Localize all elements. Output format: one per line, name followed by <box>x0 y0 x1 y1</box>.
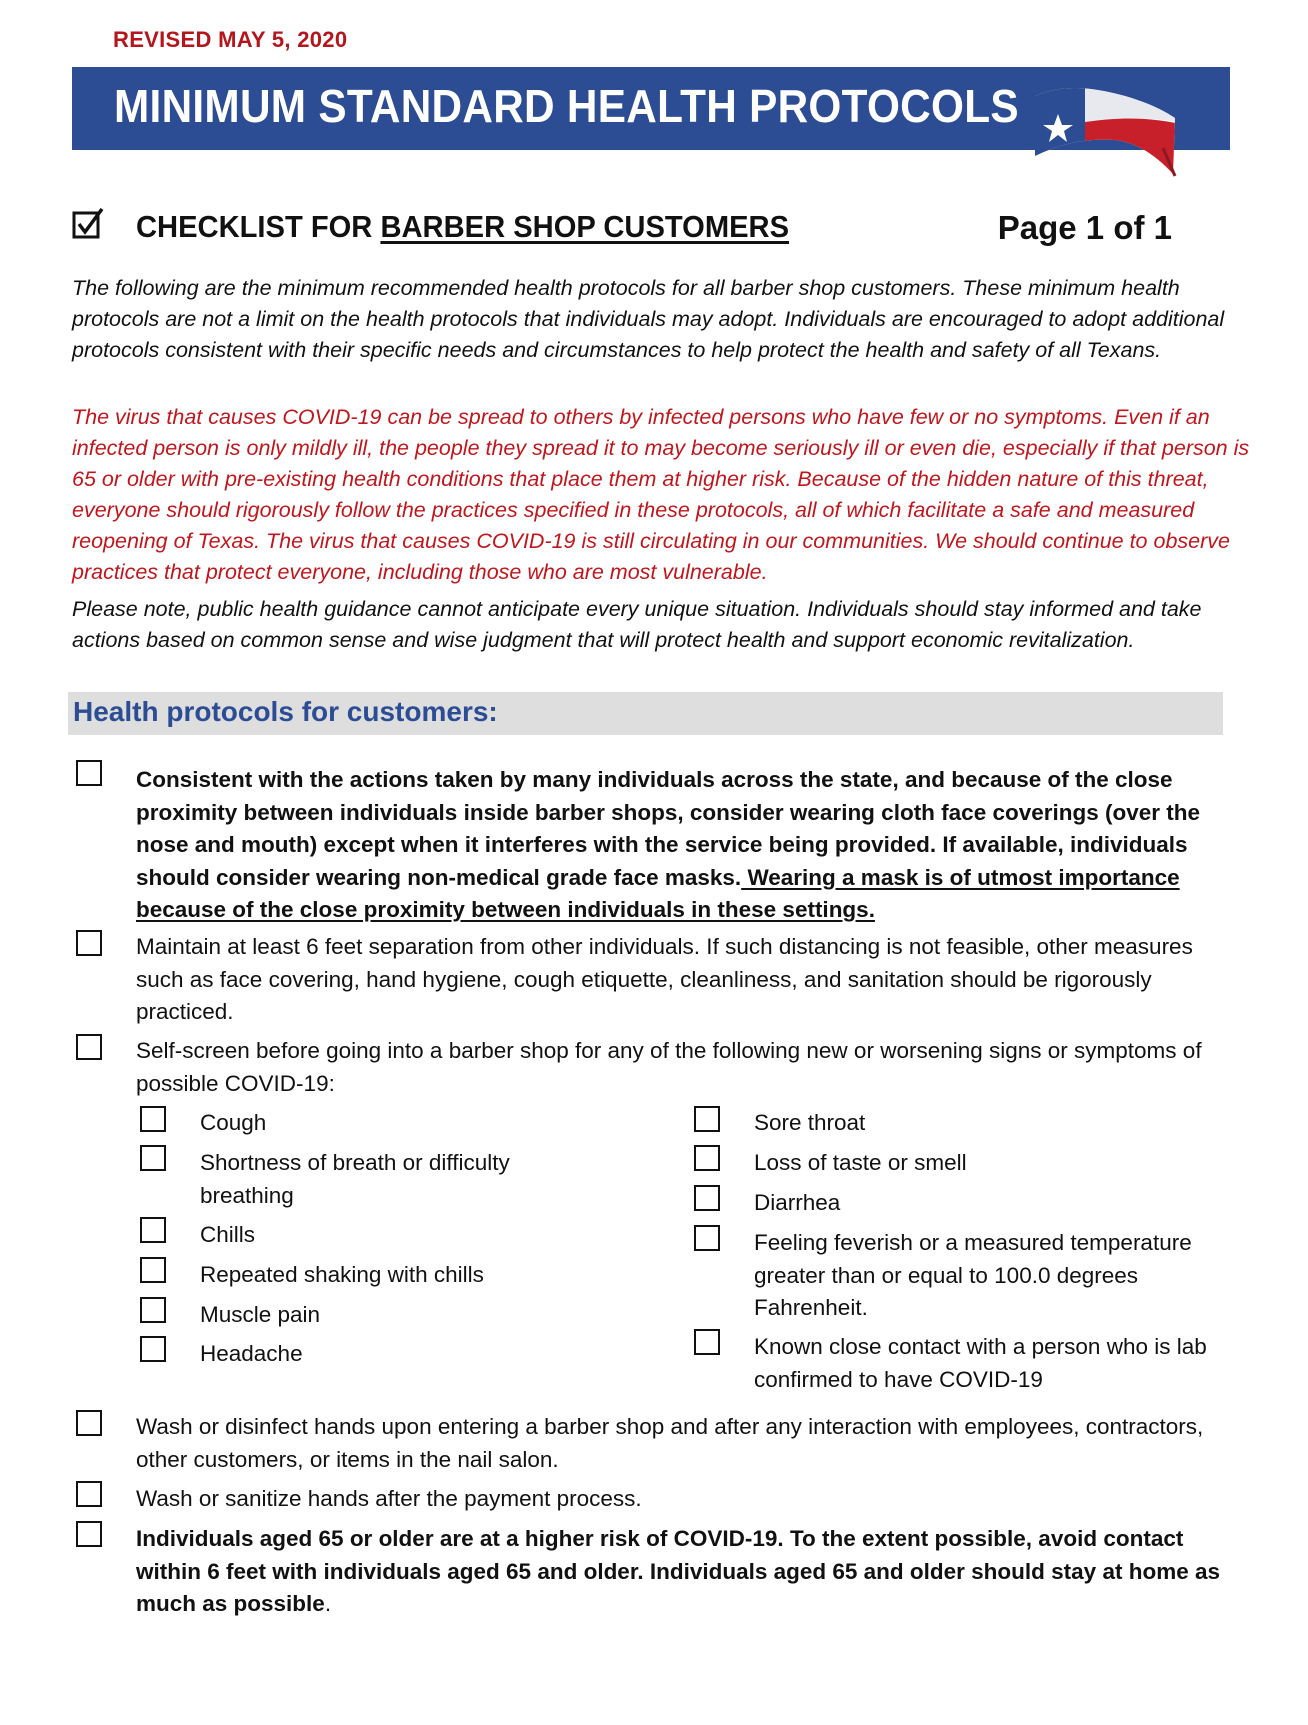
high-risk-text: Individuals aged 65 or older are at a higher risk of COVID-19. To the extent possible, avoid contact within 6 feet with individuals aged 65 and older. Individuals aged 65 and older should stay at home as much as possible <box>136 1526 1220 1616</box>
symptom-muscle-pain: Muscle pain <box>200 1302 321 1327</box>
symptom-headache: Headache <box>200 1341 303 1366</box>
symptom-checkbox[interactable] <box>140 1257 166 1283</box>
revised-date: REVISED MAY 5, 2020 <box>113 27 348 52</box>
symptom-shaking: Repeated shaking with chills <box>200 1262 484 1287</box>
item-checkbox[interactable] <box>76 1034 102 1060</box>
symptom-diarrhea: Diarrhea <box>754 1190 841 1215</box>
symptom-checkbox[interactable] <box>140 1297 166 1323</box>
page-number: Page 1 of 1 <box>997 209 1172 246</box>
protocol-item-distancing: Maintain at least 6 feet separation from other individuals. If such distancing is not feasible, other measures such as face covering, hand hygiene, cough etiquette, cleanliness, and sanitation should be rigorously practiced. <box>136 934 1193 1024</box>
item-checkbox[interactable] <box>76 760 102 786</box>
note-paragraph: Please note, public health guidance cannot anticipate every unique situation. Individuals should stay informed and take actions based on common sense and wise judgment that will protect health and support economic revitalization. <box>72 597 1202 652</box>
symptom-checkbox[interactable] <box>694 1106 720 1132</box>
symptom-checkbox[interactable] <box>694 1329 720 1355</box>
symptom-checkbox[interactable] <box>694 1185 720 1211</box>
symptom-checkbox[interactable] <box>694 1145 720 1171</box>
texas-flag-icon <box>1025 78 1185 180</box>
protocol-item-wash-hands: Wash or disinfect hands upon entering a barber shop and after any interaction with employees, contractors, other customers, or items in the nail salon. <box>136 1414 1204 1472</box>
banner-title: MINIMUM STANDARD HEALTH PROTOCOLS <box>114 80 1019 132</box>
high-risk-period: . <box>324 1591 332 1616</box>
item-checkbox[interactable] <box>76 1521 102 1547</box>
symptom-close-contact: Known close contact with a person who is lab confirmed to have COVID-19 <box>754 1334 1207 1392</box>
item-checkbox[interactable] <box>76 930 102 956</box>
symptom-checkbox[interactable] <box>140 1106 166 1132</box>
symptom-shortness-of-breath: Shortness of breath or difficulty breathing <box>200 1150 510 1208</box>
item-checkbox[interactable] <box>76 1410 102 1436</box>
symptom-sore-throat: Sore throat <box>754 1110 866 1135</box>
section-header <box>68 692 1223 735</box>
warning-paragraph: The virus that causes COVID-19 can be spread to others by infected persons who have few or no symptoms. Even if an infected person is only mildly ill, the people they spread it to may become seriously ill or even die, especially if that person is 65 or older with pre-existing health conditions that place them at higher risk. Because of the hidden nature of this threat, everyone should rigorously follow the practices specified in these protocols, all of which facilitate a safe and measured reopening of Texas. The virus that causes COVID-19 is still circulating in our communities. We should continue to observe practices that protect everyone, including those who are most vulnerable. <box>72 405 1250 584</box>
checked-box-icon <box>72 207 106 241</box>
emphasis-text: Wearing a mask is of utmost importance because of the close proximity between individuals in these settings. <box>136 864 1180 922</box>
intro-paragraph: The following are the minimum recommended health protocols for all barber shop customers. These minimum health protocols are not a limit on the health protocols that individuals may adopt. Individuals are encouraged to adopt additional protocols consistent with their specific needs and circumstances to help protect the health and safety of all Texans. <box>72 276 1225 362</box>
checklist-header <box>72 205 1172 249</box>
symptom-checkbox[interactable] <box>694 1225 720 1251</box>
checklist-subject: BARBER SHOP CUSTOMERS <box>380 209 790 244</box>
protocol-item-sanitize-payment: Wash or sanitize hands after the payment process. <box>136 1486 642 1511</box>
symptom-chills: Chills <box>200 1222 256 1247</box>
symptom-cough: Cough <box>200 1110 267 1135</box>
item-checkbox[interactable] <box>76 1481 102 1507</box>
symptom-loss-of-taste: Loss of taste or smell <box>754 1150 967 1175</box>
symptom-checkbox[interactable] <box>140 1217 166 1243</box>
protocol-text: Consistent with the actions taken by many individuals across the state, and because of the close proximity between individuals inside barber shops, consider wearing cloth face coverings (over the nose and mouth) except when it interferes with the service being provided. If available, individuals should consider wearing non-medical grade face masks. <box>136 767 1201 890</box>
section-title: Health protocols for customers: <box>73 696 498 727</box>
symptom-checkbox[interactable] <box>140 1145 166 1171</box>
symptom-fever: Feeling feverish or a measured temperature greater than or equal to 100.0 degrees Fahrenheit. <box>754 1230 1192 1320</box>
symptom-checkbox[interactable] <box>140 1336 166 1362</box>
protocol-item-face-covering <box>136 764 1246 927</box>
checklist-prefix: CHECKLIST FOR <box>136 209 381 244</box>
protocol-item-self-screen: Self-screen before going into a barber shop for any of the following new or worsening signs or symptoms of possible COVID-19: <box>136 1038 1202 1096</box>
checklist-title <box>136 209 789 245</box>
protocol-item-high-risk <box>136 1523 1246 1621</box>
